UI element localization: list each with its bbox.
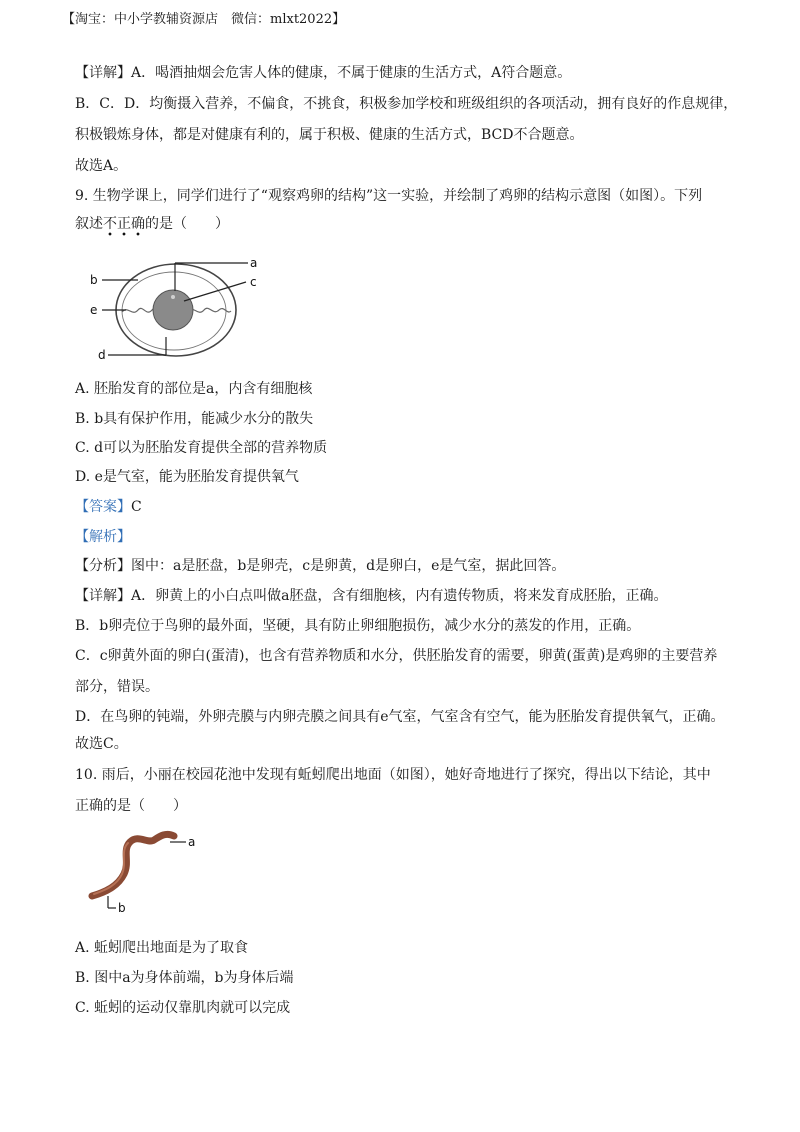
q9-detail-d: D．在鸟卵的钝端，外卵壳膜与内卵壳膜之间具有e气室，气室含有空气，能为胚胎发育提供氧气，正确。	[75, 709, 725, 725]
egg-label-d: d	[98, 348, 106, 362]
q9-detail-c-line2: 部分，错误。	[75, 679, 159, 695]
q9-analysis: 【分析】图中：a是胚盘，b是卵壳，c是卵黄，d是卵白，e是气室，据此回答。	[75, 558, 566, 574]
egg-label-b: b	[90, 273, 98, 287]
q10-option-b: B. 图中a为身体前端，b为身体后端	[75, 970, 294, 986]
prev-detail: 【详解】A．喝酒抽烟会危害人体的健康，不属于健康的生活方式，A符合题意。	[75, 65, 572, 81]
q9-detail-c-line1: C．c卵黄外面的卵白(蛋清)，也含有营养物质和水分，供胚胎发育的需要，卵黄(蛋黄)是鸡卵的主要营养	[75, 648, 718, 664]
q9-answer	[75, 497, 142, 517]
earthworm-figure	[86, 828, 226, 917]
prev-detail-bcd-line2: 积极锻炼身体，都是对健康有利的，属于积极、健康的生活方式，BCD不合题意。	[75, 127, 584, 143]
egg-structure-diagram	[88, 255, 278, 374]
page-header: 【淘宝：中小学教辅资源店 微信：mlxt2022】	[62, 12, 346, 27]
q10-option-a: A. 蚯蚓爬出地面是为了取食	[75, 940, 249, 956]
egg-label-a: a	[250, 256, 258, 270]
egg-label-c: c	[250, 275, 257, 289]
answer-tag: 【答案】	[75, 499, 131, 515]
q10-stem-line2: 正确的是（ ）	[75, 798, 187, 814]
q9-stem-pre: 叙述	[75, 216, 103, 232]
q9-stem-emphasis: 不正确	[103, 216, 145, 236]
q9-option-a: A. 胚胎发育的部位是a，内含有细胞核	[75, 381, 313, 397]
earthworm-body	[92, 834, 174, 896]
q9-option-b: B. b具有保护作用，能减少水分的散失	[75, 411, 314, 427]
q9-detail-a: 【详解】A．卵黄上的小白点叫做a胚盘，含有细胞核，内有遗传物质，将来发育成胚胎，正确。	[75, 588, 668, 604]
q9-option-c: C. d可以为胚胎发育提供全部的营养物质	[75, 440, 328, 456]
q9-option-d: D. e是气室，能为胚胎发育提供氧气	[75, 469, 299, 485]
egg-label-e: e	[90, 303, 98, 317]
earthworm-label-b: b	[118, 901, 126, 913]
analysis-tag: 【解析】	[75, 529, 131, 545]
q9-stem-line1: 9. 生物学课上，同学们进行了“观察鸡卵的结构”这一实验，并绘制了鸡卵的结构示意图（如图）。下列	[75, 188, 703, 204]
prev-detail-bcd-line1: B．C．D．均衡摄入营养，不偏食，不挑食，积极参加学校和班级组织的各项活动，拥有良好的作息规律，	[75, 96, 738, 112]
prev-conclusion: 故选A。	[75, 158, 128, 174]
q9-stem-line2	[75, 214, 229, 234]
q10-option-c: C. 蚯蚓的运动仅靠肌肉就可以完成	[75, 1000, 291, 1016]
chalaza-right	[188, 308, 231, 312]
germinal-disc	[171, 295, 175, 299]
q9-stem-post: 的是（ ）	[145, 216, 229, 232]
q9-detail-b: B．b卵壳位于鸟卵的最外面，坚硬，具有防止卵细胞损伤，减少水分的蒸发的作用，正确。	[75, 618, 641, 634]
q10-stem-line1: 10. 雨后，小丽在校园花池中发现有蚯蚓爬出地面（如图），她好奇地进行了探究，得出以下结论，其中	[75, 767, 711, 783]
earthworm-label-a: a	[188, 835, 196, 849]
q9-conclusion: 故选C。	[75, 736, 128, 752]
answer-value: C	[131, 499, 142, 515]
